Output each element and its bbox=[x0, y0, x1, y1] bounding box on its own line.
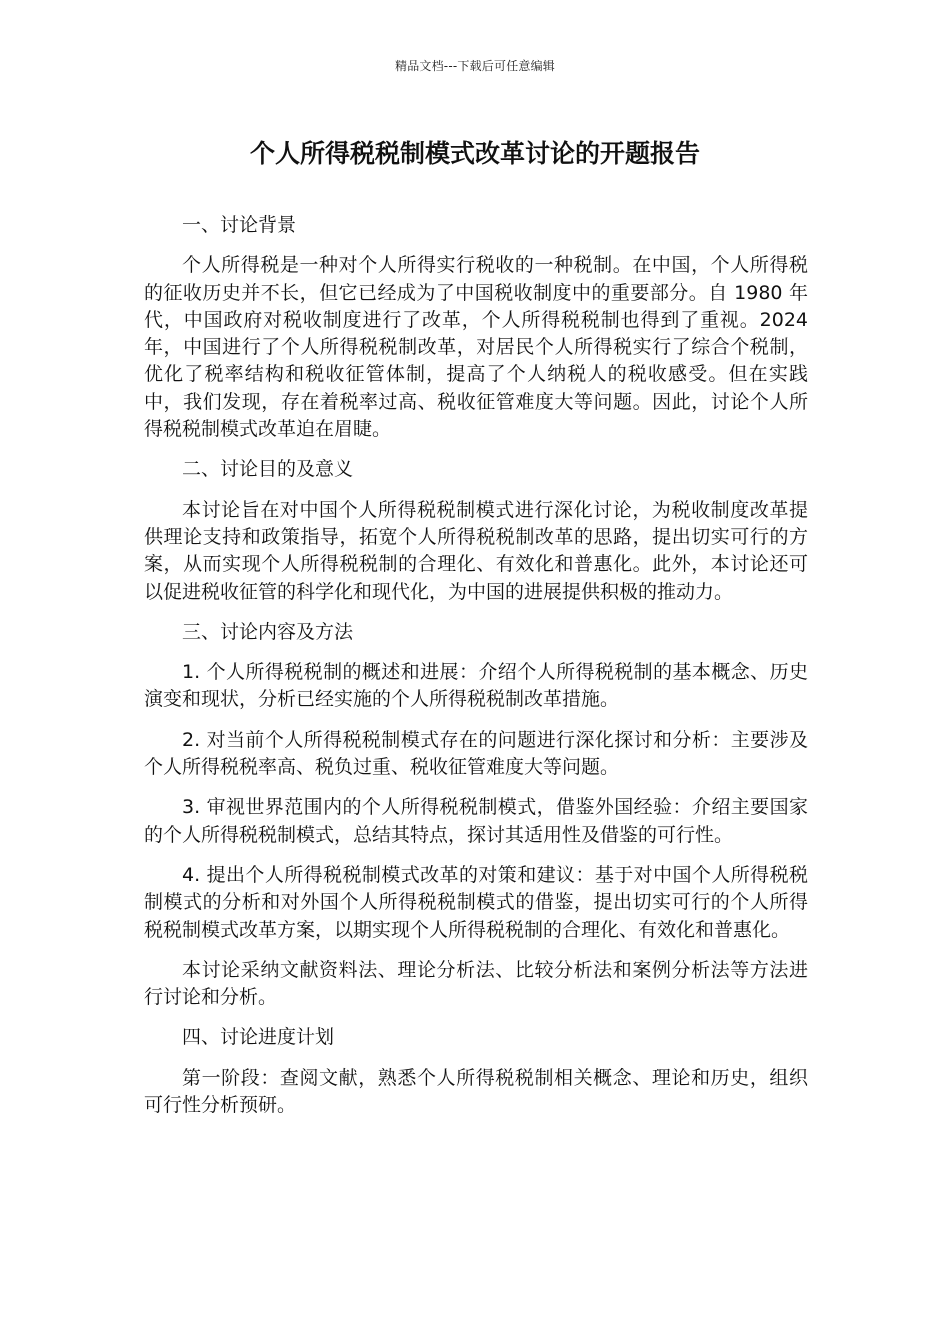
list-item-3: 3. 审视世界范围内的个人所得税税制模式，借鉴外国经验：介绍主要国家的个人所得税税制模式，总结其特点，探讨其适用性及借鉴的可行性。 bbox=[144, 796, 808, 846]
list-item-4: 4. 提出个人所得税税制模式改革的对策和建议：基于对中国个人所得税税制模式的分析和对外国个人所得税税制模式的借鉴，提出切实可行的个人所得税税制模式改革方案，以期实现个人所得税税制的合理化、有效化和普惠化。 bbox=[144, 863, 808, 941]
section-heading-purpose: 二、讨论目的及意义 bbox=[182, 458, 354, 481]
paragraph-purpose: 本讨论旨在对中国个人所得税税制模式进行深化讨论，为税收制度改革提供理论支持和政策指导，拓宽个人所得税税制改革的思路，提出切实可行的方案，从而实现个人所得税税制的合理化、有效化和普惠化。此外，本讨论还可以促进税收征管的科学化和现代化，为中国的进展提供积极的推动力。 bbox=[144, 498, 808, 603]
section-heading-schedule: 四、讨论进度计划 bbox=[182, 1026, 335, 1049]
section-heading-content-methods: 三、讨论内容及方法 bbox=[182, 620, 354, 643]
document-title: 个人所得税税制模式改革讨论的开题报告 bbox=[249, 139, 700, 168]
header-note: 精品文档---下载后可任意编辑 bbox=[395, 59, 555, 73]
section-heading-background: 一、讨论背景 bbox=[182, 214, 297, 236]
list-item-1: 1. 个人所得税税制的概述和进展：介绍个人所得税税制的基本概念、历史演变和现状，分析已经实施的个人所得税税制改革措施。 bbox=[144, 661, 808, 711]
list-item-2: 2. 对当前个人所得税税制模式存在的问题进行深化探讨和分析：主要涉及个人所得税税率高、税负过重、税收征管难度大等问题。 bbox=[144, 728, 808, 779]
paragraph-methods: 本讨论采纳文献资料法、理论分析法、比较分析法和案例分析法等方法进行讨论和分析。 bbox=[144, 958, 808, 1009]
document-body bbox=[144, 212, 808, 1132]
paragraph-background: 个人所得税是一种对个人所得实行税收的一种税制。在中国，个人所得税的征收历史并不长，但它已经成为了中国税收制度中的重要部分。自 1980 年代，中国政府对税收制度进行了改革，个人所得税税制也得到了重视。2024 年，中国进行了个人所得税税制改革，对居民个人所得税实行了综合个税制，优化了税率结构和税收征管体制，提高了个人纳税人的税收感受。但在实践中，我们发现，存在着税率过高、税收征管难度大等问题。因此，讨论个人所得税税制模式改革迫在眉睫。 bbox=[144, 254, 808, 441]
paragraph-phase-1: 第一阶段：查阅文献，熟悉个人所得税税制相关概念、理论和历史，组织可行性分析预研。 bbox=[144, 1066, 808, 1117]
